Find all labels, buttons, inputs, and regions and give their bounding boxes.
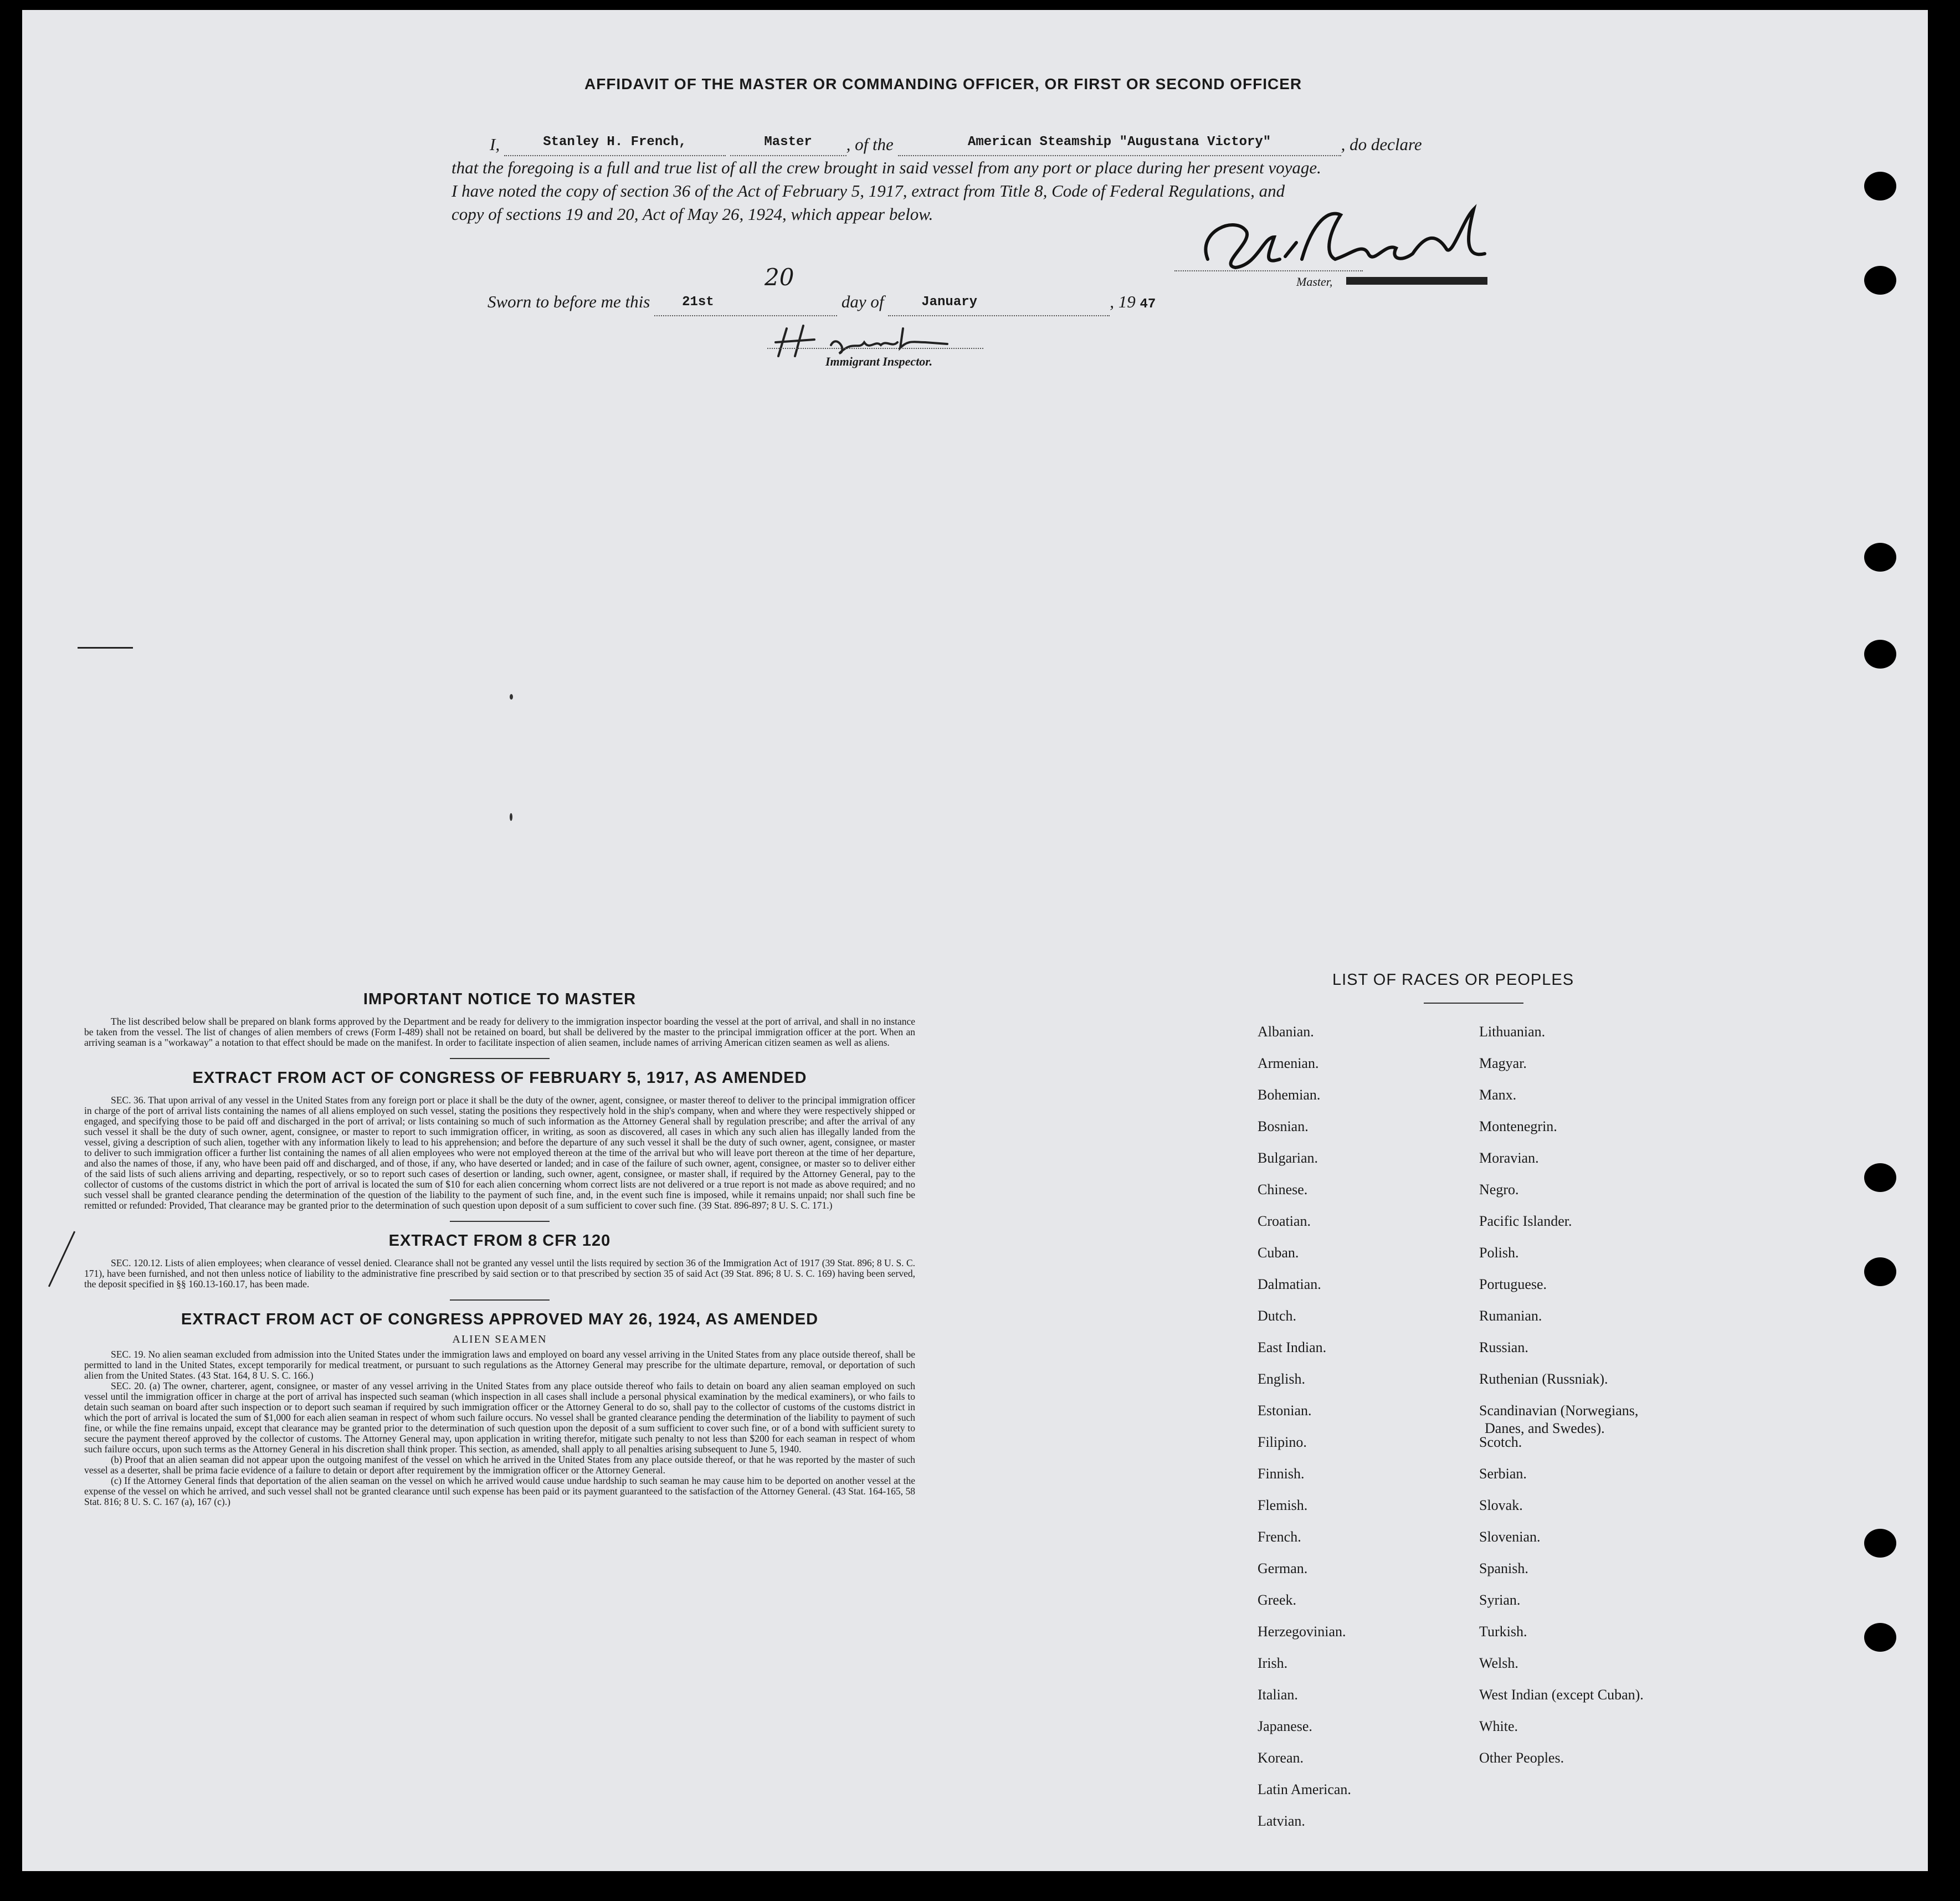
race-item: Syrian. xyxy=(1479,1592,1521,1608)
race-item: Turkish. xyxy=(1479,1623,1527,1640)
race-item: Estonian. xyxy=(1258,1402,1312,1419)
binder-hole xyxy=(1864,1529,1896,1558)
race-item: Greek. xyxy=(1258,1592,1297,1608)
race-item: Bosnian. xyxy=(1258,1118,1309,1134)
vessel-name: American Steamship "Augustana Victory" xyxy=(967,135,1271,150)
declarant-name-field xyxy=(504,136,726,156)
race-item: Rumanian. xyxy=(1479,1308,1542,1324)
race-item: Cuban. xyxy=(1258,1245,1299,1261)
sworn-day-field xyxy=(654,296,837,316)
inspector-label: Immigrant Inspector. xyxy=(825,354,933,368)
race-item: Magyar. xyxy=(1479,1055,1527,1071)
race-item: Flemish. xyxy=(1258,1497,1308,1513)
race-item: Scotch. xyxy=(1479,1434,1522,1450)
extract-1924-title: EXTRACT FROM ACT OF CONGRESS APPROVED MAY 26, 1924, AS AMENDED xyxy=(181,1311,819,1328)
race-item: Montenegrin. xyxy=(1479,1118,1557,1134)
notice-body: The list described below shall be prepared on blank forms approved by the Department and be ready for delivery to the immigration inspector boarding the vessel at the port of arrival, and shall in no instance be taken from the vessel. The list of changes of alien members of crews (Form I-489) shall not be retained on board, but shall be delivered by the master to the principal immigration officer at the port. When an arriving seaman is a "workaway" a notation to that effect should be made on the manifest. In order to facilitate inspection of alien seamen, include names of arriving American citizen seamen as well as aliens. xyxy=(84,1016,915,1048)
binder-hole xyxy=(1864,543,1896,572)
binder-hole xyxy=(1864,1163,1896,1192)
left-edge-mark xyxy=(78,647,133,649)
race-item: Finnish. xyxy=(1258,1466,1305,1482)
divider xyxy=(450,1221,550,1222)
race-item: Serbian. xyxy=(1479,1466,1527,1482)
races-divider xyxy=(1424,1003,1523,1004)
declaration-line-2: that the foregoing is a full and true list of all the crew brought in said vessel from any port or place during her present voyage. xyxy=(451,158,1321,177)
extract-1924-p4: (c) If the Attorney General finds that deportation of the alien seaman on the vessel on which he arrived would cause undue hardship to such seaman he may cause him to be deported on another vessel at the expense of the vessel on which he arrived, and such vessel shall not be granted clearance until such expense has been paid or its payment guaranteed to the satisfaction of the Attorney General. (43 Stat. 164-165, 58 Stat. 816; 8 U. S. C. 167 (a), 167 (c).) xyxy=(84,1475,915,1507)
race-item: Pacific Islander. xyxy=(1479,1213,1572,1229)
binder-hole xyxy=(1864,266,1896,295)
race-item: Latin American. xyxy=(1258,1781,1351,1797)
extract-1924-p3: (b) Proof that an alien seaman did not appear upon the outgoing manifest of the vessel on which he arrived in the United States from any place outside thereof, or that he was reported by the master of such vessel as a deserter, shall be prima facie evidence of a failure to detain or deport after requirement by the immigration officer or the Attorney General. xyxy=(84,1454,915,1476)
extract-1917-body: SEC. 36. That upon arrival of any vessel in the United States from any foreign port or place it shall be the duty of the owner, agent, consignee, or master thereof to deliver to the principal immigration officer in charge of the port of arrival lists containing the names of all aliens employed on such vessel, stating the positions they respectively hold in the ship's company, when and where they were respectively shipped or engaged, and specifying those to be paid off and discharged in the port of arrival; or lists containing so much of such information as the Attorney General shall by regulation prescribe; and after the arrival of any such vessel it shall be the duty of such owner, agent, consignee, or master to report to such immigration officer, in writing, as soon as discovered, all cases in which any such alien has illegally landed from the vessel, giving a description of such alien, together with any information likely to lead to his apprehension; and before the departure of any such vessel it shall be the duty of such owner, agent, consignee, or master to deliver to such immigration officer a further list containing the names of all alien employees who were not employed thereon at the time of the arrival but who will leave port thereon at the time of her departure, and also the names of those, if any, who have been paid off and discharged, and of those, if any, who have deserted or landed; and in case of the failure of such owner, agent, consignee, or master so to deliver either of the said lists of such aliens arriving and departing, respectively, or so to report such cases of desertion or landing, such owner, agent, consignee, or master shall, if required by the Attorney General, pay to the collector of customs of the customs district in which the port of arrival is located the sum of $10 for each alien concerning whom correct lists are not delivered or a true report is not made as above required; and no such vessel shall be granted clearance pending the determination of the question of the liability to the payment of such fine, and, in the event such fine is imposed, while it remains unpaid; nor shall such fine be remitted or refunded: Provided, That clearance may be granted prior to the determination of such question upon deposit of a sum sufficient to cover such fine. (39 Stat. 896-897; 8 U. S. C. 171.) xyxy=(84,1095,915,1211)
race-item: Lithuanian. xyxy=(1479,1024,1546,1040)
race-item: White. xyxy=(1479,1718,1518,1734)
race-item: Albanian. xyxy=(1258,1024,1314,1040)
sworn-month: January xyxy=(921,295,978,310)
do-declare-label: , do declare xyxy=(1341,135,1422,154)
extract-1917-wrap xyxy=(84,1095,915,1211)
extract-1924-p1: SEC. 19. No alien seaman excluded from admission into the United States under the immigration laws and employed on board any vessel arriving in the United States from any place outside thereof, shall be permitted to land in the United States, except temporarily for medical treatment, or pursuant to such regulations as the Attorney General may prescribe for the ultimate departure, removal, or deportation of such alien from the United States. (43 Stat. 164, 8 U. S. C. 166.) xyxy=(84,1349,915,1381)
speck xyxy=(510,694,513,700)
cfr-title: EXTRACT FROM 8 CFR 120 xyxy=(388,1232,611,1250)
race-item: Irish. xyxy=(1258,1655,1288,1671)
race-item: East Indian. xyxy=(1258,1339,1327,1355)
day-of-label: day of xyxy=(841,292,884,311)
declarant-prefix: I, xyxy=(490,135,500,154)
race-item: Croatian. xyxy=(1258,1213,1311,1229)
extract-1917-title: EXTRACT FROM ACT OF CONGRESS OF FEBRUARY 5, 1917, AS AMENDED xyxy=(192,1069,807,1087)
race-item: Italian. xyxy=(1258,1687,1298,1703)
race-item: Welsh. xyxy=(1479,1655,1518,1671)
race-item: French. xyxy=(1258,1529,1301,1545)
race-item: Other Peoples. xyxy=(1479,1750,1564,1766)
extract-1924-p2: SEC. 20. (a) The owner, charterer, agent, consignee, or master of any vessel arriving in the United States from any place outside thereof who fails to detain on board any alien seaman employed on such vessel until the immigration officer in charge at the port of arrival has inspected such seaman (which inspection in all cases shall include a personal physical examination by the medical examiners), or who fails to detain such seaman on board after such inspection or to deport such seaman if required by such immigration officer or the Attorney General to do so, shall pay to the collector of customs of the customs district in which the port of arrival is located the sum of $1,000 for each alien seaman in respect of whom such failure occurs. No vessel shall be granted clearance pending the determination of the liability to payment of such fine, or while the fine remains unpaid, except that clearance may be granted prior to the determination of such question upon the deposit of a sum sufficient to cover such fine, or of a bond with sufficient surety to secure the payment thereof approved by the collector of customs. The Attorney General may, upon application in writing therefor, mitigate such penalty to not less than $200 for each seaman in respect of whom such failure occurs, upon such terms as the Attorney General in his discretion shall think proper. This section, as amended, shall apply to all penalties arising subsequent to June 5, 1940. xyxy=(84,1380,915,1455)
master-signature-line xyxy=(1174,270,1363,271)
master-label: Master, xyxy=(1296,275,1333,289)
binder-hole xyxy=(1864,640,1896,669)
inspector-signature-line xyxy=(767,348,983,349)
diagonal-mark xyxy=(48,1231,75,1287)
cfr-body: SEC. 120.12. Lists of alien employees; when clearance of vessel denied. Clearance shall not be granted any vessel until the lists required by section 36 of the Immigration Act of 1917 (39 Stat. 896; 8 U. S. C. 171), have been furnished, and not then unless notice of liability to the administrative fine prescribed by said section or to that prescribed by section 35 of said Act (39 Stat. 896; 8 U. S. C. 169) having been served, the deposit specified in §§ 160.13-160.17, has been made. xyxy=(84,1257,915,1289)
vessel-field xyxy=(898,136,1341,156)
declaration-line-3: I have noted the copy of section 36 of the Act of February 5, 1917, extract from Title 8, Code of Federal Regulations, and xyxy=(451,181,1285,201)
race-item: West Indian (except Cuban). xyxy=(1479,1687,1644,1703)
race-item: Danes, and Swedes). xyxy=(1485,1420,1605,1436)
race-item: Bulgarian. xyxy=(1258,1150,1318,1166)
sworn-line xyxy=(488,290,1156,316)
notice-body-wrap xyxy=(84,1016,915,1048)
binder-hole xyxy=(1864,1257,1896,1286)
binder-hole xyxy=(1864,1623,1896,1652)
document-page xyxy=(22,10,1928,1871)
handwritten-day: 20 xyxy=(764,264,794,291)
race-item: Scandinavian (Norwegians, xyxy=(1479,1402,1639,1419)
divider xyxy=(450,1058,550,1059)
race-item: Armenian. xyxy=(1258,1055,1319,1071)
sworn-label: Sworn to before me this xyxy=(488,292,650,311)
race-item: Bohemian. xyxy=(1258,1087,1321,1103)
declarant-name: Stanley H. French, xyxy=(543,135,687,150)
of-the-label: , of the xyxy=(846,135,894,154)
race-item: Polish. xyxy=(1479,1245,1519,1261)
race-item: Filipino. xyxy=(1258,1434,1307,1450)
declaration-line-1 xyxy=(490,133,1422,156)
extract-1924-subtitle: ALIEN SEAMEN xyxy=(452,1333,547,1345)
master-signature xyxy=(1186,198,1496,281)
sworn-year: 47 xyxy=(1140,297,1156,312)
race-item: Latvian. xyxy=(1258,1813,1305,1829)
race-item: Negro. xyxy=(1479,1181,1519,1198)
race-item: Japanese. xyxy=(1258,1718,1312,1734)
races-title: LIST OF RACES OR PEOPLES xyxy=(1332,971,1574,989)
declarant-rank: Master xyxy=(764,135,812,150)
race-item: Herzegovinian. xyxy=(1258,1623,1346,1640)
extract-1924-wrap xyxy=(84,1349,915,1507)
declaration-line-4: copy of sections 19 and 20, Act of May 26, 1924, which appear below. xyxy=(451,204,933,224)
cfr-wrap xyxy=(84,1258,915,1289)
sworn-month-field xyxy=(888,296,1110,316)
divider xyxy=(450,1299,550,1301)
declarant-rank-field xyxy=(730,136,846,156)
race-item: Chinese. xyxy=(1258,1181,1308,1198)
race-item: Slovenian. xyxy=(1479,1529,1541,1545)
redacted-title xyxy=(1346,277,1487,285)
notice-section xyxy=(84,990,915,1507)
race-item: Slovak. xyxy=(1479,1497,1523,1513)
race-item: Manx. xyxy=(1479,1087,1517,1103)
binder-hole xyxy=(1864,172,1896,201)
affidavit-title: AFFIDAVIT OF THE MASTER OR COMMANDING OFFICER, OR FIRST OR SECOND OFFICER xyxy=(584,75,1302,93)
race-item: Ruthenian (Russniak). xyxy=(1479,1371,1608,1387)
race-item: Russian. xyxy=(1479,1339,1528,1355)
sworn-day: 21st xyxy=(682,295,714,310)
race-item: Portuguese. xyxy=(1479,1276,1547,1292)
speck xyxy=(510,813,512,821)
race-item: Korean. xyxy=(1258,1750,1304,1766)
race-item: Dutch. xyxy=(1258,1308,1297,1324)
notice-title: IMPORTANT NOTICE TO MASTER xyxy=(363,990,637,1008)
race-item: Dalmatian. xyxy=(1258,1276,1321,1292)
race-item: Spanish. xyxy=(1479,1560,1528,1576)
race-item: English. xyxy=(1258,1371,1305,1387)
race-item: Moravian. xyxy=(1479,1150,1539,1166)
year-prefix: , 19 xyxy=(1110,292,1136,311)
race-item: German. xyxy=(1258,1560,1308,1576)
